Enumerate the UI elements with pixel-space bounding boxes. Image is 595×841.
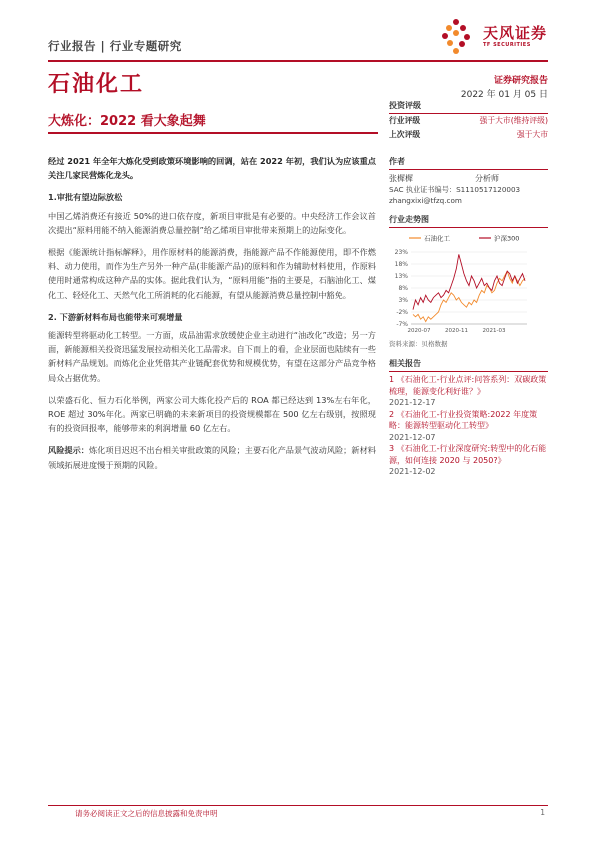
report-category: 行业报告 | 行业专题研究: [48, 39, 182, 53]
rating-section-title: 投资评级: [389, 100, 548, 114]
section-1-title: 1.审批有望边际放松: [48, 192, 123, 203]
x-tick-label: 2020-11: [445, 328, 468, 334]
chart-source: 资料来源：贝格数据: [389, 340, 448, 348]
risk-paragraph: [48, 443, 376, 471]
rating-value: 强于大市: [516, 130, 548, 139]
related-section-title: 相关报告: [389, 358, 548, 372]
author-section-title: 作者: [389, 156, 548, 170]
y-tick-label: 3%: [398, 297, 408, 304]
rating-key: 行业评级: [389, 116, 421, 125]
series-line: [413, 254, 525, 309]
section-2-title: 2. 下游新材料布局也能带来可观增量: [48, 311, 183, 322]
related-item-title: 1 《石油化工-行业点评:问答系列：双碳政策梳理，能源变化利好谁？》: [389, 375, 547, 396]
y-tick-label: 18%: [394, 261, 408, 268]
rating-row: [389, 128, 548, 142]
related-item[interactable]: [389, 409, 548, 444]
author-name-row: [389, 173, 499, 184]
logo-english-name: TF SECURITIES: [483, 42, 531, 48]
y-tick-label: -7%: [396, 321, 408, 328]
industry-trend-chart: [389, 228, 548, 336]
author-license: SAC 执业证书编号：S1110517120003: [389, 185, 521, 194]
related-item-title: 2 《石油化工-行业投资策略:2022 年度策略：能源转型驱动化工转型》: [389, 409, 538, 430]
related-item-date: 2021-12-07: [389, 432, 436, 442]
y-tick-label: 13%: [394, 273, 408, 280]
trend-block: [389, 214, 548, 348]
main-body: [48, 154, 376, 480]
page-number: 1: [540, 808, 545, 817]
rating-row: [389, 114, 548, 128]
sector-title: 石油化工: [48, 72, 145, 97]
risk-text: 炼化项目迟迟不出台相关审批政策的风险；主要石化产品景气波动风险；新材料领域拓展进度慢于预期的风险。: [48, 445, 376, 470]
author-title: 分析师: [475, 174, 499, 183]
related-block: [389, 358, 548, 478]
related-item-date: 2021-12-02: [389, 467, 436, 476]
rating-value: 强于大市(维持评级): [479, 116, 548, 125]
author-name: 张樨樨: [389, 174, 413, 183]
x-tick-label: 2021-03: [482, 328, 506, 334]
y-tick-label: -2%: [396, 309, 408, 316]
related-item[interactable]: [389, 443, 548, 478]
section-2-paragraph-1: 能源转型将驱动化工转型。一方面，成品油需求放缓使企业主动进行“油改化”改造；另一方面，新能源相关投资迅猛发展拉动相关化工品需求。自下而上的看，企业层面也陆续有一些新材料产品规划。而炼化企业凭借其产业链配套优势和规模优势，有望在这部分产品竞争格局众占据优势。: [48, 330, 376, 383]
trend-section-title: 行业走势图: [389, 214, 548, 228]
y-tick-label: 23%: [394, 249, 408, 256]
footer-disclaimer: 请务必阅读正文之后的信息披露和免责申明: [75, 809, 218, 818]
section-1-paragraph-1: 中国乙烯消费还有接近 50%的进口依存度，新项目审批是有必要的。中央经济工作会议首次提出“原料用能不纳入能源消费总量控制”给乙烯项目审批带来预期上的边际变化。: [48, 210, 376, 235]
logo-name: 天风证券: [483, 24, 548, 42]
header-divider: [48, 60, 548, 62]
author-email[interactable]: zhangxixi@tfzq.com: [389, 196, 462, 205]
section-1-paragraph-2: 根据《能源统计指标解释》，用作原材料的能源消费，指能源产品不作能源使用，即不作燃料、动力使用，而作为生产另外一种产品(非能源产品)的原料和作为辅助材料使用，作原料使用时通常构成这种产品的实体。据此我们认为，“原料用能”指的主要是，石脑油化工、煤化工、轻烃化工、天然气化工所消耗的化石能源，有望从能源消费总量控制中豁免。: [48, 247, 376, 300]
related-item-date: 2021-12-17: [389, 398, 436, 407]
author-block: [389, 156, 548, 206]
related-list: [389, 374, 548, 478]
legend-label: 沪深300: [494, 234, 520, 243]
lead-paragraph: 经过 2021 年全年大炼化受到政策环境影响的回调，站在 2022 年初，我们认为应该重点关注几家民营炼化龙头。: [48, 156, 376, 181]
legend-label: 石油化工: [424, 234, 450, 243]
y-tick-label: 8%: [398, 285, 408, 292]
report-headline: 大炼化：2022 看大象起舞: [48, 114, 206, 129]
report-type: 证券研究报告: [493, 76, 548, 86]
report-date: 2022 年 01 月 05 日: [460, 90, 548, 100]
section-2-paragraph-2: 以荣盛石化、恒力石化举例，两家公司大炼化投产后的 ROA 都已经达到 13%左右年化，ROE 超过 30%年化。两家已明确的未来新项目的投资规模都在 500 亿左右级别，按照现有的投资回报率，能够带来的利润增量 60 亿左右。: [48, 394, 376, 434]
related-item-title: 3 《石油化工-行业深度研究:转型中的化石能源，如何连接 2020 与 2050?》: [389, 444, 547, 465]
x-tick-label: 2020-07: [407, 328, 431, 334]
headline-divider: [48, 132, 378, 134]
rating-block: [389, 100, 548, 142]
series-line: [413, 271, 525, 321]
footer-divider: [48, 805, 548, 806]
rating-key: 上次评级: [389, 130, 421, 139]
related-item[interactable]: [389, 374, 548, 409]
risk-label: 风险提示：: [48, 445, 89, 456]
